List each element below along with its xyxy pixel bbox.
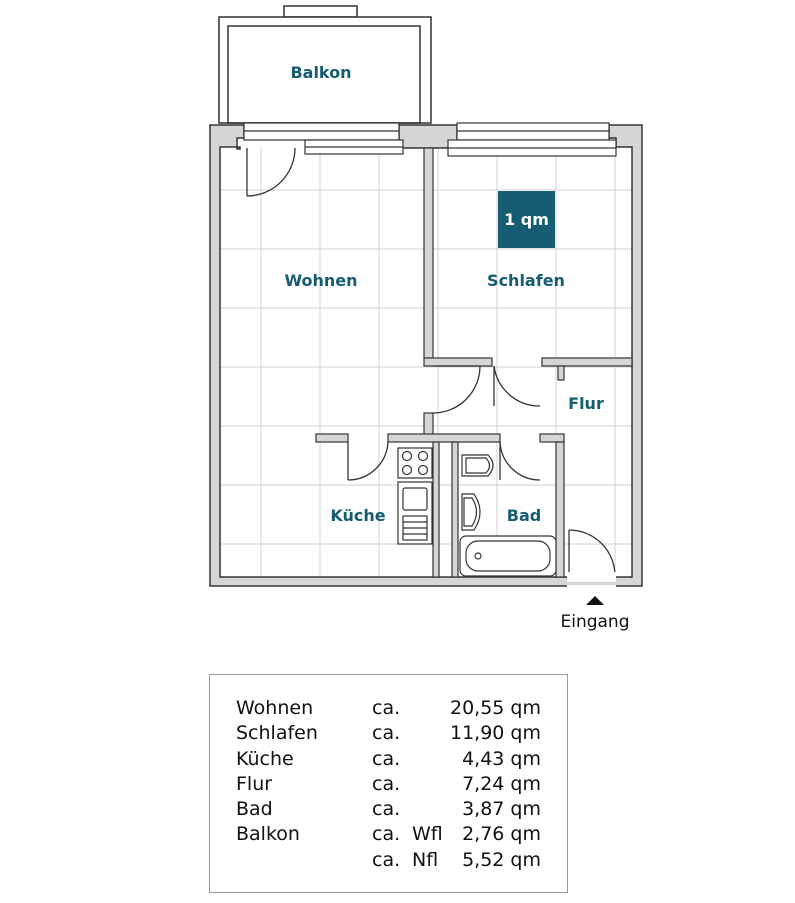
scale-label: 1 qm bbox=[504, 210, 549, 229]
area-prefix: Nfl bbox=[412, 848, 439, 871]
kitchen-sink bbox=[398, 482, 432, 544]
area-ca: ca. bbox=[372, 823, 401, 846]
area-ca: ca. bbox=[372, 798, 401, 821]
area-value: 5,52 qm bbox=[462, 848, 541, 871]
area-ca: ca. bbox=[372, 697, 401, 719]
area-value: 3,87 qm bbox=[462, 798, 541, 821]
area-name: Balkon bbox=[236, 823, 300, 846]
area-name: Bad bbox=[236, 798, 273, 821]
room-label-kueche: Küche bbox=[330, 506, 386, 525]
area-ca: ca. bbox=[372, 848, 401, 871]
area-value: 7,24 qm bbox=[462, 772, 541, 795]
area-name: Wohnen bbox=[236, 697, 314, 719]
area-value: 4,43 qm bbox=[462, 747, 541, 770]
area-table bbox=[209, 674, 568, 893]
area-value: 11,90 qm bbox=[449, 722, 541, 745]
area-name: Flur bbox=[236, 772, 273, 795]
area-value: 2,76 qm bbox=[462, 823, 541, 846]
area-ca: ca. bbox=[372, 747, 401, 770]
room-label-flur: Flur bbox=[568, 394, 604, 413]
room-label-bad: Bad bbox=[506, 506, 542, 525]
entrance-arrow-icon bbox=[586, 596, 604, 605]
area-prefix: Wfl bbox=[412, 823, 443, 846]
room-label-wohnen: Wohnen bbox=[284, 271, 358, 290]
area-value: 20,55 qm bbox=[449, 697, 541, 719]
area-ca: ca. bbox=[372, 722, 401, 745]
entrance-label: Eingang bbox=[560, 612, 630, 632]
area-ca: ca. bbox=[372, 772, 401, 795]
kitchen-stove bbox=[398, 448, 432, 478]
area-name: Schlafen bbox=[236, 722, 318, 745]
area-name: Küche bbox=[236, 747, 294, 770]
room-label-balkon: Balkon bbox=[290, 63, 352, 82]
room-label-schlafen: Schlafen bbox=[487, 271, 565, 290]
